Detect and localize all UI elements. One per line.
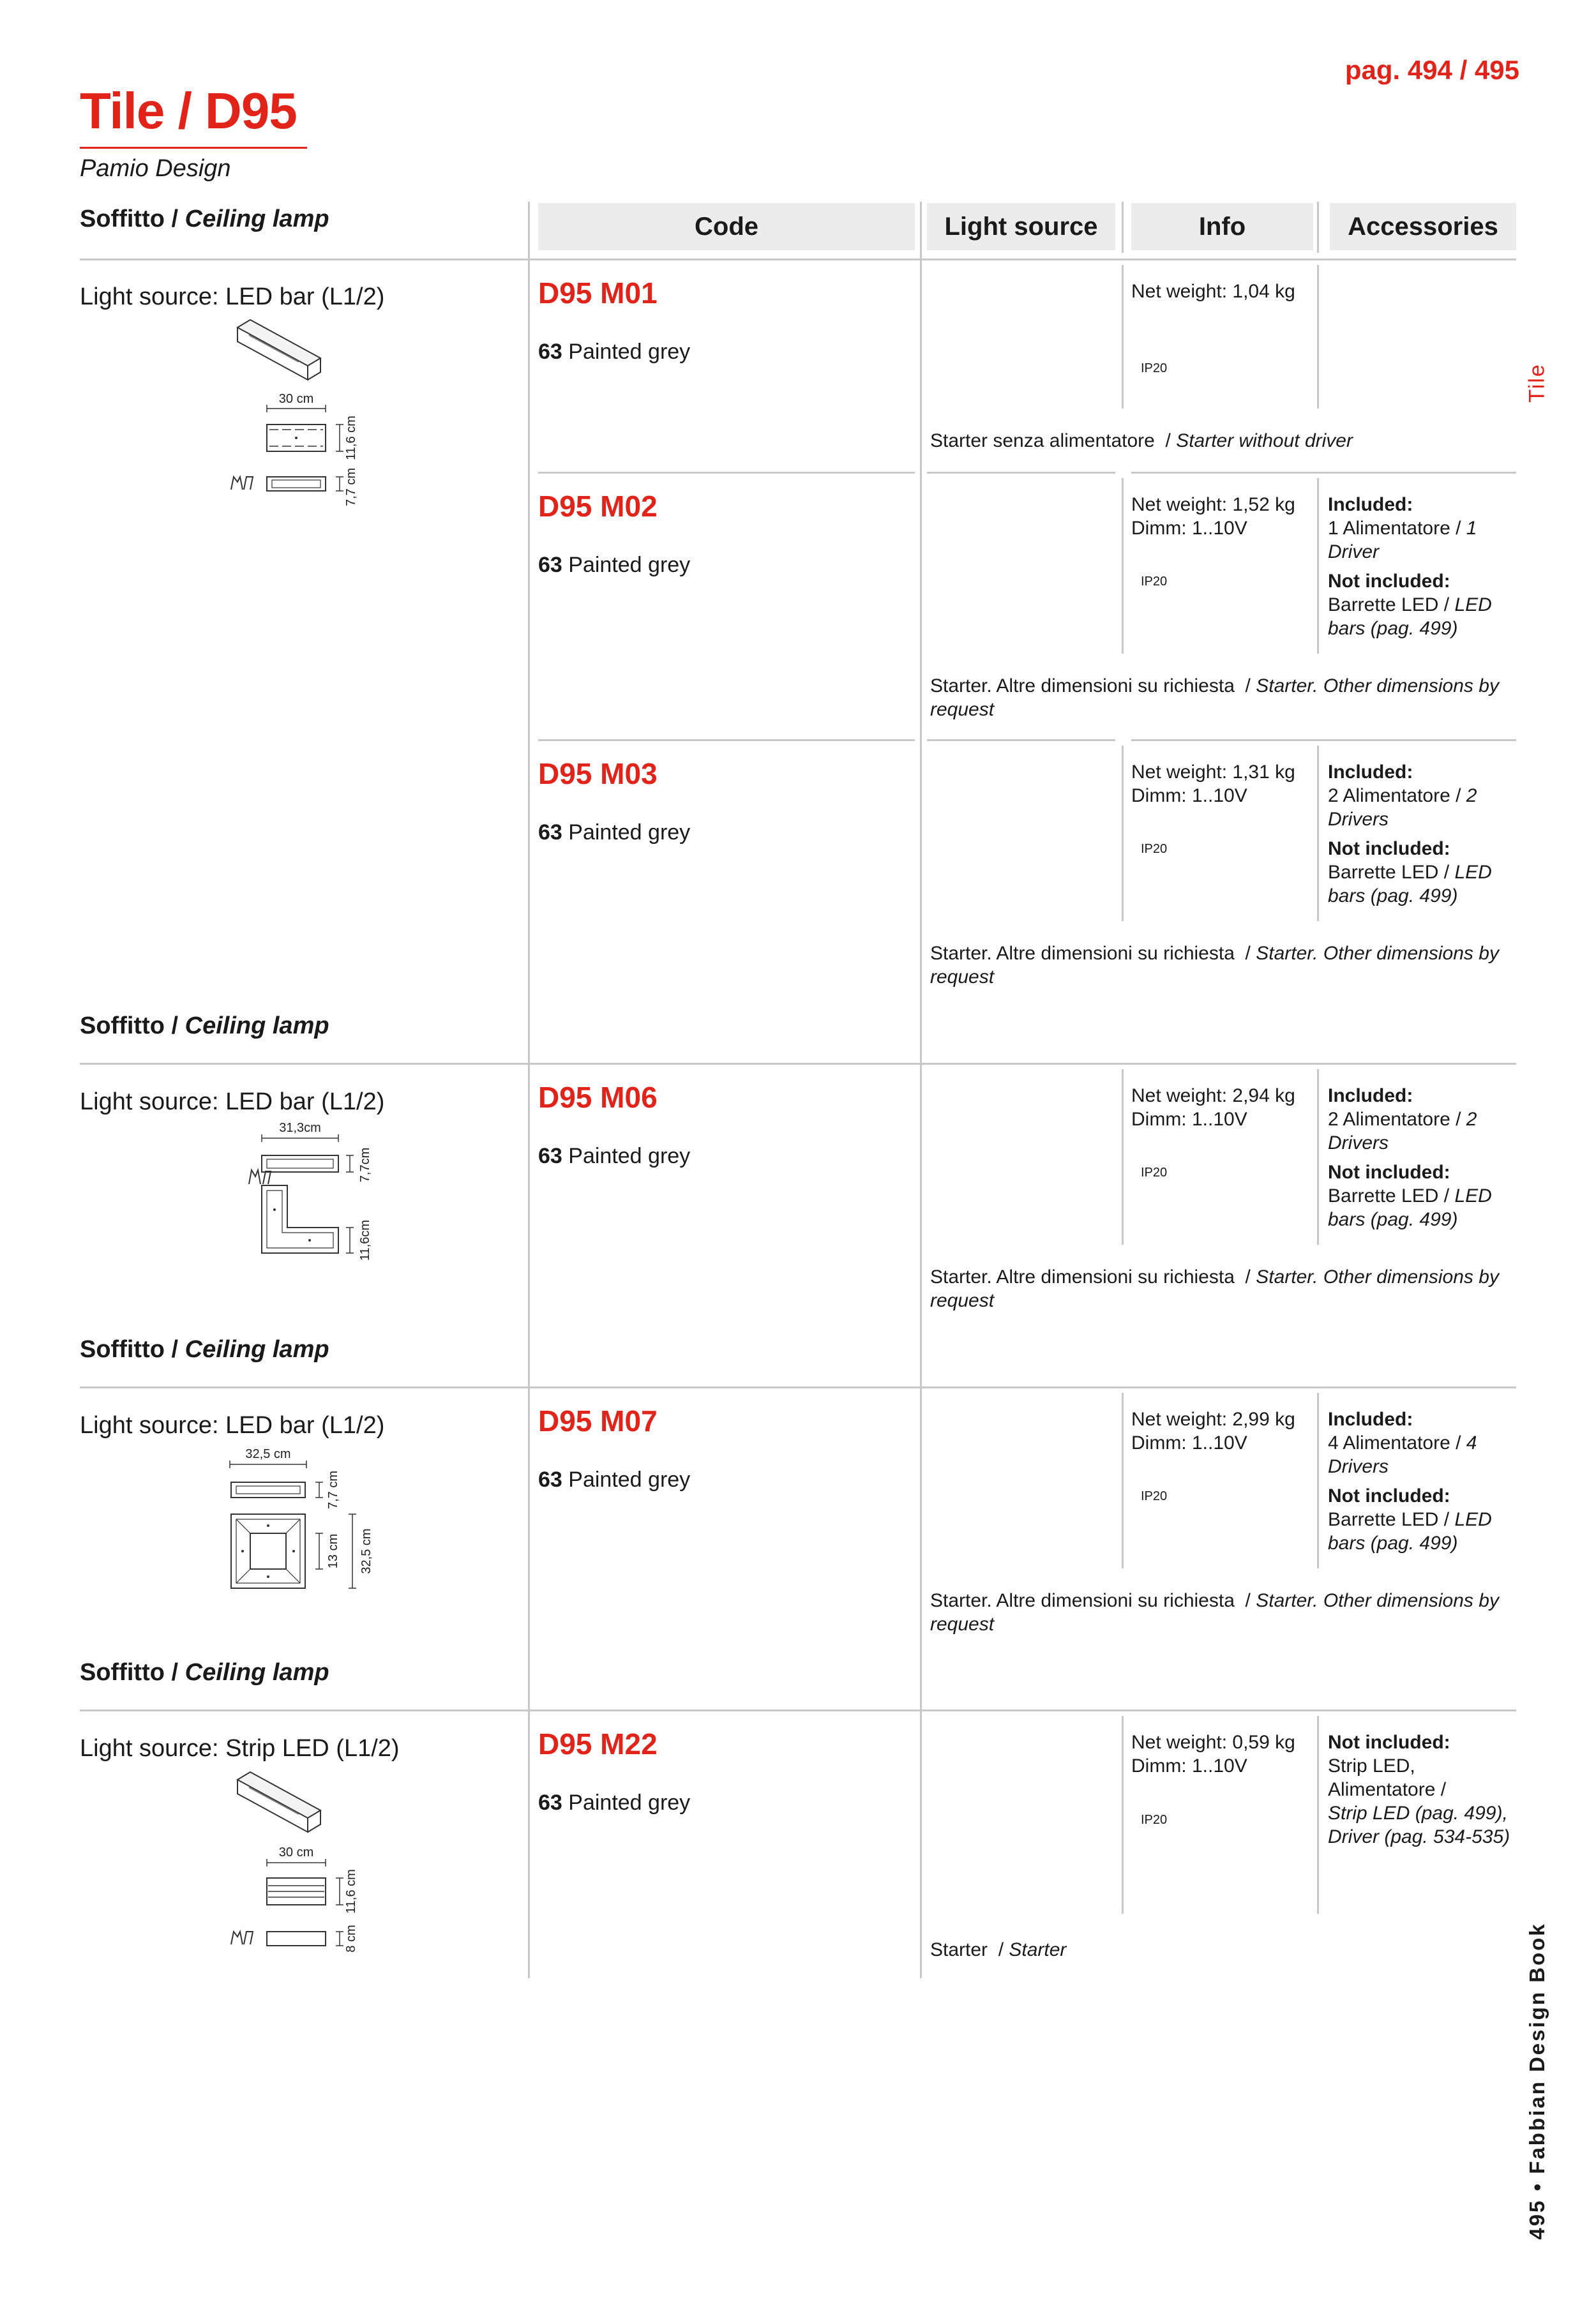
ip-rating: IP20 xyxy=(1141,361,1168,375)
cell-divider xyxy=(1122,746,1124,921)
cell-divider xyxy=(1122,1393,1124,1568)
svg-text:7,7 cm: 7,7 cm xyxy=(344,467,358,507)
finish-label: 63 Painted grey xyxy=(538,553,691,577)
column-header-code: Code xyxy=(538,203,915,250)
product-code: D95 M02 xyxy=(538,490,658,523)
starter-note: Starter. Altre dimensioni su richiesta / Starter. Other dimensions by request xyxy=(930,1266,1499,1311)
section-heading: Soffitto / Ceiling lamp xyxy=(80,1336,329,1363)
product-drawing-m06 xyxy=(223,1120,389,1286)
ip-rating: IP20 xyxy=(1141,842,1168,856)
svg-text:11,6cm: 11,6cm xyxy=(358,1219,372,1261)
info-cell: Net weight: 1,31 kg Dimm: 1..10V xyxy=(1131,762,1295,806)
item-rule xyxy=(1131,739,1516,741)
finish-label: 63 Painted grey xyxy=(538,820,691,845)
ip-rating: IP20 xyxy=(1141,575,1168,589)
finish-label: 63 Painted grey xyxy=(538,1468,691,1492)
footer-book-label: 495 • Fabbian Design Book xyxy=(1525,1922,1549,2240)
starter-note: Starter. Altre dimensioni su richiesta / Starter. Other dimensions by request xyxy=(930,943,1499,988)
product-code: D95 M07 xyxy=(538,1404,658,1438)
section-rule xyxy=(80,1386,1516,1388)
ip-rating: IP20 xyxy=(1141,1489,1168,1503)
page-title: Tile / D95 xyxy=(80,82,297,139)
accessories-cell: Not included: Strip LED, Alimentatore / Strip LED (pag. 499), Driver (pag. 534-535) xyxy=(1328,1732,1510,1847)
item-rule xyxy=(538,472,915,474)
column-header-info: Info xyxy=(1131,203,1313,250)
finish-label: 63 Painted grey xyxy=(538,1144,691,1168)
finish-label: 63 Painted grey xyxy=(538,1791,691,1815)
item-rule xyxy=(1131,472,1516,474)
cell-divider xyxy=(1317,1393,1319,1568)
cell-divider xyxy=(1317,1069,1319,1245)
svg-text:7,7 cm: 7,7 cm xyxy=(326,1470,340,1510)
product-code: D95 M03 xyxy=(538,757,658,790)
product-code: D95 M22 xyxy=(538,1727,658,1761)
cell-divider xyxy=(1122,1069,1124,1245)
starter-note: Starter senza alimentatore / Starter without driver xyxy=(930,430,1353,451)
product-drawing-m01 xyxy=(223,316,377,514)
finish-label: 63 Painted grey xyxy=(538,340,691,364)
starter-note: Starter / Starter xyxy=(930,1939,1067,1960)
product-drawing-m07 xyxy=(217,1444,389,1610)
column-divider xyxy=(528,202,530,1978)
accessories-cell: Included: 4 Alimentatore / 4 Drivers Not included: Barrette LED / LED bars (pag. 499) xyxy=(1328,1409,1492,1554)
column-header-light-source: Light source xyxy=(927,203,1115,250)
info-cell: Net weight: 1,04 kg xyxy=(1131,281,1295,302)
cell-divider xyxy=(1122,1716,1124,1914)
accessories-cell: Included: 2 Alimentatore / 2 Drivers Not included: Barrette LED / LED bars (pag. 499) xyxy=(1328,762,1492,906)
product-code: D95 M06 xyxy=(538,1081,658,1114)
svg-text:30 cm: 30 cm xyxy=(278,392,314,406)
column-divider xyxy=(920,202,922,1978)
light-source-label: Light source: LED bar (L1/2) xyxy=(80,283,385,310)
cell-divider xyxy=(1122,478,1124,654)
section-rule xyxy=(80,1709,1516,1711)
section-heading: Soffitto / Ceiling lamp xyxy=(80,206,329,232)
svg-text:11,6 cm: 11,6 cm xyxy=(344,1869,358,1914)
svg-text:7,7cm: 7,7cm xyxy=(358,1147,372,1183)
accessories-cell: Included: 1 Alimentatore / 1 Driver Not included: Barrette LED / LED bars (pag. 499) xyxy=(1328,494,1492,639)
light-source-label: Light source: LED bar (L1/2) xyxy=(80,1412,385,1439)
ip-rating: IP20 xyxy=(1141,1813,1168,1827)
info-cell: Net weight: 2,99 kg Dimm: 1..10V xyxy=(1131,1409,1295,1454)
svg-text:31,3cm: 31,3cm xyxy=(279,1121,321,1135)
section-rule xyxy=(80,259,1516,260)
side-section-label: Tile xyxy=(1524,363,1549,403)
starter-note: Starter. Altre dimensioni su richiesta / Starter. Other dimensions by request xyxy=(930,1590,1499,1635)
starter-note: Starter. Altre dimensioni su richiesta / Starter. Other dimensions by request xyxy=(930,675,1499,720)
cell-divider xyxy=(1122,265,1124,409)
product-code: D95 M01 xyxy=(538,276,658,310)
light-source-label: Light source: LED bar (L1/2) xyxy=(80,1088,385,1115)
svg-text:11,6 cm: 11,6 cm xyxy=(344,416,358,460)
accessories-cell: Included: 2 Alimentatore / 2 Drivers Not included: Barrette LED / LED bars (pag. 499) xyxy=(1328,1085,1492,1230)
item-rule xyxy=(538,739,915,741)
column-header-accessories: Accessories xyxy=(1330,203,1516,250)
ip-rating: IP20 xyxy=(1141,1166,1168,1180)
designer-credit: Pamio Design xyxy=(80,155,231,182)
column-divider xyxy=(1317,202,1319,253)
cell-divider xyxy=(1317,478,1319,654)
info-cell: Net weight: 1,52 kg Dimm: 1..10V xyxy=(1131,494,1295,539)
light-source-label: Light source: Strip LED (L1/2) xyxy=(80,1735,400,1762)
cell-divider xyxy=(1317,265,1319,409)
item-rule xyxy=(927,739,1115,741)
section-rule xyxy=(80,1063,1516,1065)
product-drawing-m22 xyxy=(223,1768,377,1966)
svg-text:13 cm: 13 cm xyxy=(326,1533,340,1569)
svg-text:32,5 cm: 32,5 cm xyxy=(359,1528,373,1574)
section-heading: Soffitto / Ceiling lamp xyxy=(80,1659,329,1686)
svg-text:32,5 cm: 32,5 cm xyxy=(245,1447,291,1461)
title-underline xyxy=(80,147,307,149)
page-reference: pag. 494 / 495 xyxy=(1344,55,1519,85)
svg-text:30 cm: 30 cm xyxy=(278,1845,314,1859)
cell-divider xyxy=(1317,746,1319,921)
svg-text:8 cm: 8 cm xyxy=(344,1925,358,1953)
info-cell: Net weight: 2,94 kg Dimm: 1..10V xyxy=(1131,1085,1295,1130)
section-heading: Soffitto / Ceiling lamp xyxy=(80,1012,329,1039)
info-cell: Net weight: 0,59 kg Dimm: 1..10V xyxy=(1131,1732,1295,1777)
item-rule xyxy=(927,472,1115,474)
cell-divider xyxy=(1317,1716,1319,1914)
column-divider xyxy=(1122,202,1124,253)
